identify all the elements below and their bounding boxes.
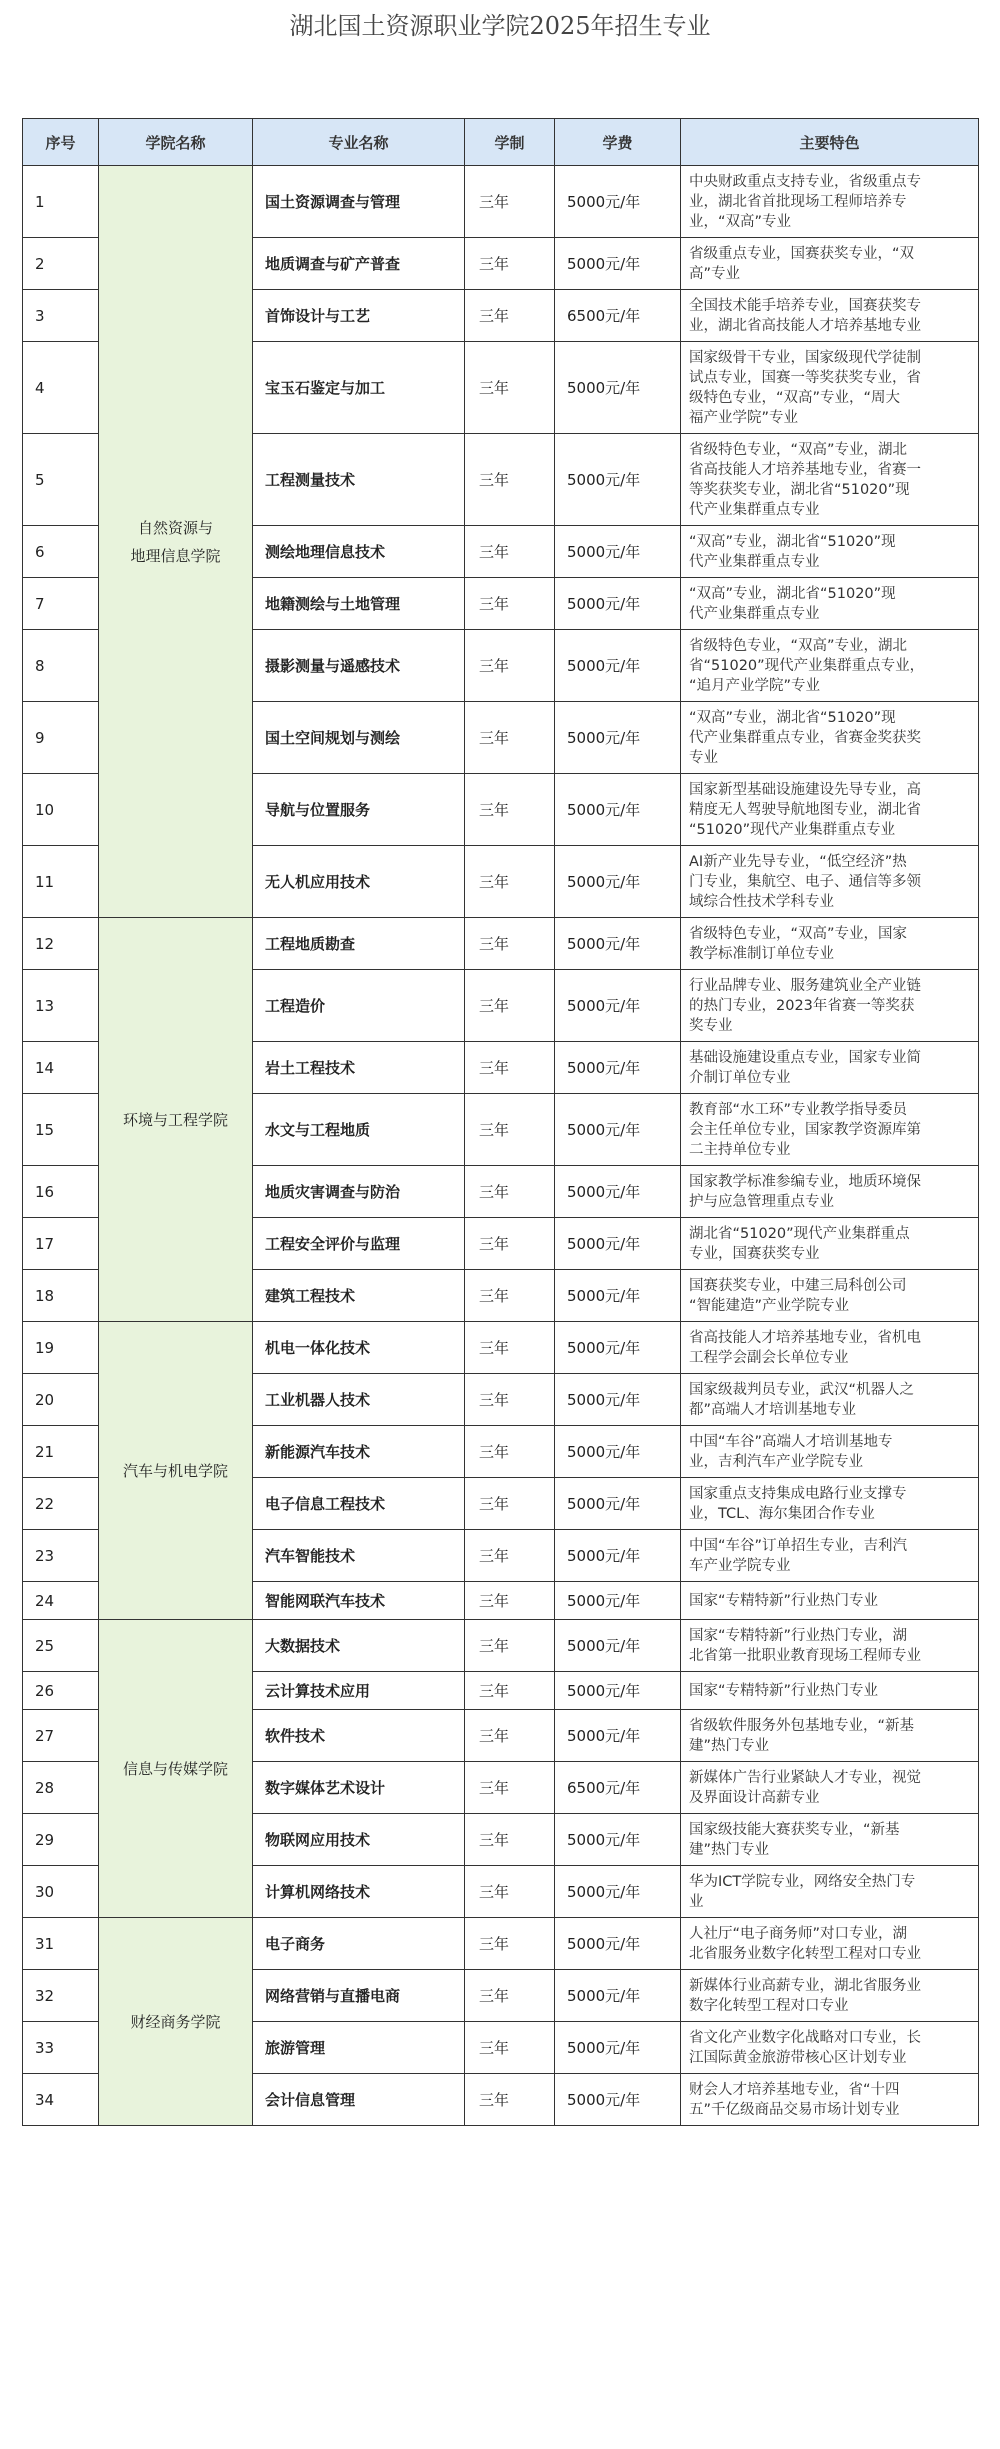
tuition-fee: 5000元/年 (555, 1530, 681, 1582)
table-row (23, 1620, 979, 1672)
tuition-fee: 5000元/年 (555, 1374, 681, 1426)
feature-line: 国家教学标准参编专业，地质环境保 (689, 1173, 921, 1190)
major-name: 国土空间规划与测绘 (253, 702, 465, 774)
tuition-fee: 5000元/年 (555, 1322, 681, 1374)
header-feature: 主要特色 (681, 119, 979, 166)
main-feature (681, 578, 979, 630)
main-feature (681, 1530, 979, 1582)
tuition-fee: 5000元/年 (555, 1918, 681, 1970)
study-years: 三年 (465, 1042, 555, 1094)
row-number: 33 (23, 2022, 99, 2074)
row-number: 8 (23, 630, 99, 702)
feature-line: 人社厅“电子商务师”对口专业，湖 (689, 1925, 908, 1942)
feature-line: 省文化产业数字化战略对口专业，长 (689, 2029, 921, 2046)
tuition-fee: 5000元/年 (555, 630, 681, 702)
study-years: 三年 (465, 526, 555, 578)
feature-line: 国家级技能大赛获奖专业，“新基 (689, 1821, 900, 1838)
study-years: 三年 (465, 578, 555, 630)
row-number: 12 (23, 918, 99, 970)
main-feature (681, 238, 979, 290)
major-name: 新能源汽车技术 (253, 1426, 465, 1478)
row-number: 27 (23, 1710, 99, 1762)
study-years: 三年 (465, 1970, 555, 2022)
main-feature (681, 1710, 979, 1762)
feature-line: 全国技术能手培养专业，国赛获奖专 (689, 297, 921, 314)
table-row (23, 1918, 979, 1970)
feature-line: 省级软件服务外包基地专业，“新基 (689, 1717, 915, 1734)
major-name: 工业机器人技术 (253, 1374, 465, 1426)
table-row (23, 1322, 979, 1374)
main-feature (681, 1672, 979, 1710)
tuition-fee: 5000元/年 (555, 1478, 681, 1530)
row-number: 29 (23, 1814, 99, 1866)
main-feature (681, 2074, 979, 2126)
feature-line: 新媒体行业高薪专业，湖北省服务业 (689, 1977, 921, 1994)
college-name-cell (99, 1918, 253, 2126)
major-name: 国土资源调查与管理 (253, 166, 465, 238)
feature-line: 湖北省“51020”现代产业集群重点 (689, 1225, 910, 1242)
study-years: 三年 (465, 630, 555, 702)
tuition-fee: 5000元/年 (555, 1270, 681, 1322)
row-number: 7 (23, 578, 99, 630)
feature-line: 奖专业 (689, 1017, 733, 1034)
main-feature (681, 1866, 979, 1918)
row-number: 25 (23, 1620, 99, 1672)
table-body (23, 166, 979, 2126)
feature-line: 中国“车谷”高端人才培训基地专 (689, 1433, 893, 1450)
main-feature (681, 166, 979, 238)
feature-line: 护与应急管理重点专业 (689, 1193, 834, 1210)
feature-line: 数字化转型工程对口专业 (689, 1997, 849, 2014)
row-number: 1 (23, 166, 99, 238)
feature-line: 省级特色专业，“双高”专业，国家 (689, 925, 908, 942)
tuition-fee: 5000元/年 (555, 1042, 681, 1094)
college-name-cell (99, 1620, 253, 1918)
feature-line: 工程学会副会长单位专业 (689, 1349, 849, 1366)
tuition-fee: 5000元/年 (555, 1582, 681, 1620)
study-years: 三年 (465, 342, 555, 434)
study-years: 三年 (465, 1866, 555, 1918)
row-number: 17 (23, 1218, 99, 1270)
feature-line: 国家新型基础设施建设先导专业，高 (689, 781, 921, 798)
main-feature (681, 1094, 979, 1166)
major-name: 会计信息管理 (253, 2074, 465, 2126)
feature-line: 行业品牌专业、服务建筑业全产业链 (689, 977, 921, 994)
feature-line: “双高”专业，湖北省“51020”现 (689, 709, 896, 726)
study-years: 三年 (465, 774, 555, 846)
main-feature (681, 342, 979, 434)
feature-line: 江国际黄金旅游带核心区计划专业 (689, 2049, 907, 2066)
tuition-fee: 5000元/年 (555, 2022, 681, 2074)
feature-line: 国家“专精特新”行业热门专业 (689, 1592, 879, 1609)
feature-line: 域综合性技术学科专业 (689, 893, 834, 910)
feature-line: 业，“双高”专业 (689, 213, 792, 230)
row-number: 14 (23, 1042, 99, 1094)
major-name: 大数据技术 (253, 1620, 465, 1672)
major-name: 水文与工程地质 (253, 1094, 465, 1166)
study-years: 三年 (465, 1426, 555, 1478)
row-number: 20 (23, 1374, 99, 1426)
main-feature (681, 846, 979, 918)
major-name: 软件技术 (253, 1710, 465, 1762)
tuition-fee: 6500元/年 (555, 290, 681, 342)
feature-line: 国家级骨干专业，国家级现代学徒制 (689, 349, 921, 366)
main-feature (681, 1918, 979, 1970)
feature-line: 业，湖北省高技能人才培养基地专业 (689, 317, 921, 334)
feature-line: “双高”专业，湖北省“51020”现 (689, 533, 896, 550)
feature-line: 代产业集群重点专业，省赛金奖获奖 (689, 729, 921, 746)
main-feature (681, 630, 979, 702)
row-number: 11 (23, 846, 99, 918)
row-number: 2 (23, 238, 99, 290)
feature-line: 业，TCL、海尔集团合作专业 (689, 1505, 875, 1522)
study-years: 三年 (465, 1530, 555, 1582)
feature-line: 介制订单位专业 (689, 1069, 791, 1086)
major-name: 建筑工程技术 (253, 1270, 465, 1322)
major-name: 宝玉石鉴定与加工 (253, 342, 465, 434)
main-feature (681, 702, 979, 774)
tuition-fee: 5000元/年 (555, 578, 681, 630)
row-number: 15 (23, 1094, 99, 1166)
main-feature (681, 1762, 979, 1814)
tuition-fee: 5000元/年 (555, 1094, 681, 1166)
major-name: 地质调查与矿产普查 (253, 238, 465, 290)
feature-line: 等奖获奖专业，湖北省“51020”现 (689, 481, 910, 498)
feature-line: 教学标准制订单位专业 (689, 945, 834, 962)
feature-line: 专业，国赛获奖专业 (689, 1245, 820, 1262)
main-feature (681, 1270, 979, 1322)
row-number: 21 (23, 1426, 99, 1478)
major-name: 网络营销与直播电商 (253, 1970, 465, 2022)
feature-line: 及界面设计高薪专业 (689, 1789, 820, 1806)
study-years: 三年 (465, 1582, 555, 1620)
study-years: 三年 (465, 1166, 555, 1218)
major-name: 工程地质勘查 (253, 918, 465, 970)
feature-line: 新媒体广告行业紧缺人才专业，视觉 (689, 1769, 921, 1786)
feature-line: 基础设施建设重点专业，国家专业简 (689, 1049, 921, 1066)
college-name-line: 财经商务学院 (130, 2012, 221, 2031)
major-name: 物联网应用技术 (253, 1814, 465, 1866)
row-number: 22 (23, 1478, 99, 1530)
majors-table (22, 118, 979, 2126)
main-feature (681, 1374, 979, 1426)
row-number: 10 (23, 774, 99, 846)
major-name: 数字媒体艺术设计 (253, 1762, 465, 1814)
tuition-fee: 5000元/年 (555, 1814, 681, 1866)
feature-line: 的热门专业，2023年省赛一等奖获 (689, 997, 915, 1014)
tuition-fee: 5000元/年 (555, 166, 681, 238)
study-years: 三年 (465, 1672, 555, 1710)
main-feature (681, 1478, 979, 1530)
tuition-fee: 5000元/年 (555, 1970, 681, 2022)
feature-line: AI新产业先导专业，“低空经济”热 (689, 853, 907, 870)
study-years: 三年 (465, 970, 555, 1042)
tuition-fee: 5000元/年 (555, 2074, 681, 2126)
main-feature (681, 1814, 979, 1866)
feature-line: 代产业集群重点专业 (689, 605, 820, 622)
feature-line: “51020”现代产业集群重点专业 (689, 821, 896, 838)
feature-line: 国家级裁判员专业，武汉“机器人之 (689, 1381, 915, 1398)
feature-line: 代产业集群重点专业 (689, 553, 820, 570)
study-years: 三年 (465, 702, 555, 774)
main-feature (681, 1970, 979, 2022)
main-feature (681, 434, 979, 526)
main-feature (681, 774, 979, 846)
college-name-cell (99, 918, 253, 1322)
main-feature (681, 1620, 979, 1672)
major-name: 机电一体化技术 (253, 1322, 465, 1374)
feature-line: 国家“专精特新”行业热门专业 (689, 1682, 879, 1699)
feature-line: 高”专业 (689, 265, 741, 282)
tuition-fee: 5000元/年 (555, 434, 681, 526)
feature-line: 门专业，集航空、电子、通信等多领 (689, 873, 921, 890)
row-number: 28 (23, 1762, 99, 1814)
college-name-line: 汽车与机电学院 (122, 1461, 228, 1480)
main-feature (681, 2022, 979, 2074)
row-number: 4 (23, 342, 99, 434)
study-years: 三年 (465, 1762, 555, 1814)
college-name-cell (99, 1322, 253, 1620)
tuition-fee: 6500元/年 (555, 1762, 681, 1814)
row-number: 31 (23, 1918, 99, 1970)
major-name: 电子信息工程技术 (253, 1478, 465, 1530)
tuition-fee: 5000元/年 (555, 1426, 681, 1478)
major-name: 无人机应用技术 (253, 846, 465, 918)
row-number: 30 (23, 1866, 99, 1918)
tuition-fee: 5000元/年 (555, 1218, 681, 1270)
page-title: 湖北国土资源职业学院2025年招生专业 (289, 12, 711, 40)
tuition-fee: 5000元/年 (555, 1866, 681, 1918)
study-years: 三年 (465, 1620, 555, 1672)
college-name-line: 自然资源与 (137, 518, 213, 537)
main-feature (681, 1426, 979, 1478)
tuition-fee: 5000元/年 (555, 526, 681, 578)
feature-line: 会主任单位专业，国家教学资源库第 (689, 1121, 921, 1138)
row-number: 18 (23, 1270, 99, 1322)
major-name: 工程安全评价与监理 (253, 1218, 465, 1270)
major-name: 地质灾害调查与防治 (253, 1166, 465, 1218)
feature-line: 教育部“水工环”专业教学指导委员 (689, 1101, 908, 1118)
tuition-fee: 5000元/年 (555, 970, 681, 1042)
feature-line: “双高”专业，湖北省“51020”现 (689, 585, 896, 602)
major-name: 测绘地理信息技术 (253, 526, 465, 578)
feature-line: 代产业集群重点专业 (689, 501, 820, 518)
tuition-fee: 5000元/年 (555, 1166, 681, 1218)
header-major: 专业名称 (253, 119, 465, 166)
study-years: 三年 (465, 1918, 555, 1970)
feature-line: 业，湖北省首批现场工程师培养专 (689, 193, 907, 210)
feature-line: 车产业学院专业 (689, 1557, 791, 1574)
college-name-line: 环境与工程学院 (122, 1110, 228, 1129)
table-row (23, 918, 979, 970)
feature-line: 精度无人驾驶导航地图专业，湖北省 (689, 801, 921, 818)
major-name: 工程造价 (253, 970, 465, 1042)
study-years: 三年 (465, 290, 555, 342)
feature-line: 省级重点专业，国赛获奖专业，“双 (689, 245, 915, 262)
study-years: 三年 (465, 1814, 555, 1866)
feature-line: 省级特色专业，“双高”专业，湖北 (689, 637, 908, 654)
feature-line: 建”热门专业 (689, 1841, 770, 1858)
feature-line: 国家重点支持集成电路行业支撑专 (689, 1485, 907, 1502)
major-name: 摄影测量与遥感技术 (253, 630, 465, 702)
row-number: 13 (23, 970, 99, 1042)
feature-line: 北省服务业数字化转型工程对口专业 (689, 1945, 921, 1962)
feature-line: 华为ICT学院专业，网络安全热门专 (689, 1873, 916, 1890)
tuition-fee: 5000元/年 (555, 774, 681, 846)
study-years: 三年 (465, 434, 555, 526)
study-years: 三年 (465, 1218, 555, 1270)
main-feature (681, 970, 979, 1042)
major-name: 工程测量技术 (253, 434, 465, 526)
feature-line: 二主持单位专业 (689, 1141, 791, 1158)
table-header-row (23, 119, 979, 166)
college-name-cell (99, 166, 253, 918)
feature-line: 国赛获奖专业，中建三局科创公司 (689, 1277, 907, 1294)
feature-line: 省高技能人才培养基地专业，省机电 (689, 1329, 921, 1346)
study-years: 三年 (465, 166, 555, 238)
main-feature (681, 1218, 979, 1270)
feature-line: 国家“专精特新”行业热门专业，湖 (689, 1627, 908, 1644)
study-years: 三年 (465, 2022, 555, 2074)
row-number: 19 (23, 1322, 99, 1374)
row-number: 6 (23, 526, 99, 578)
main-feature (681, 290, 979, 342)
study-years: 三年 (465, 1710, 555, 1762)
college-name-line: 地理信息学院 (130, 546, 221, 565)
study-years: 三年 (465, 1374, 555, 1426)
tuition-fee: 5000元/年 (555, 702, 681, 774)
feature-line: 中央财政重点支持专业，省级重点专 (689, 173, 921, 190)
feature-line: 五”千亿级商品交易市场计划专业 (689, 2101, 900, 2118)
feature-line: 中国“车谷”订单招生专业，吉利汽 (689, 1537, 908, 1554)
main-feature (681, 1322, 979, 1374)
main-feature (681, 526, 979, 578)
table-row (23, 166, 979, 238)
feature-line: 业 (689, 1893, 704, 1910)
row-number: 24 (23, 1582, 99, 1620)
feature-line: 专业 (689, 749, 718, 766)
feature-line: 建”热门专业 (689, 1737, 770, 1754)
main-feature (681, 1042, 979, 1094)
major-name: 云计算技术应用 (253, 1672, 465, 1710)
tuition-fee: 5000元/年 (555, 846, 681, 918)
row-number: 3 (23, 290, 99, 342)
feature-line: 财会人才培养基地专业，省“十四 (689, 2081, 900, 2098)
tuition-fee: 5000元/年 (555, 1672, 681, 1710)
row-number: 16 (23, 1166, 99, 1218)
major-name: 电子商务 (253, 1918, 465, 1970)
main-feature (681, 1582, 979, 1620)
feature-line: “智能建造”产业学院专业 (689, 1297, 850, 1314)
feature-line: 福产业学院”专业 (689, 409, 799, 426)
feature-line: 都”高端人才培训基地专业 (689, 1401, 857, 1418)
study-years: 三年 (465, 238, 555, 290)
study-years: 三年 (465, 2074, 555, 2126)
study-years: 三年 (465, 846, 555, 918)
main-feature (681, 1166, 979, 1218)
major-name: 计算机网络技术 (253, 1866, 465, 1918)
row-number: 9 (23, 702, 99, 774)
tuition-fee: 5000元/年 (555, 238, 681, 290)
feature-line: 级特色专业，“双高”专业，“周大 (689, 389, 901, 406)
major-name: 首饰设计与工艺 (253, 290, 465, 342)
row-number: 32 (23, 1970, 99, 2022)
major-name: 导航与位置服务 (253, 774, 465, 846)
major-name: 智能网联汽车技术 (253, 1582, 465, 1620)
main-feature (681, 918, 979, 970)
feature-line: 业，吉利汽车产业学院专业 (689, 1453, 863, 1470)
feature-line: 北省第一批职业教育现场工程师专业 (689, 1647, 921, 1664)
tuition-fee: 5000元/年 (555, 1620, 681, 1672)
feature-line: 省“51020”现代产业集群重点专业， (689, 657, 925, 674)
header-college: 学院名称 (99, 119, 253, 166)
row-number: 26 (23, 1672, 99, 1710)
feature-line: 省高技能人才培养基地专业，省赛一 (689, 461, 921, 478)
tuition-fee: 5000元/年 (555, 1710, 681, 1762)
tuition-fee: 5000元/年 (555, 918, 681, 970)
header-years: 学制 (465, 119, 555, 166)
study-years: 三年 (465, 1094, 555, 1166)
study-years: 三年 (465, 1270, 555, 1322)
feature-line: 省级特色专业，“双高”专业，湖北 (689, 441, 908, 458)
row-number: 34 (23, 2074, 99, 2126)
feature-line: “追月产业学院”专业 (689, 677, 821, 694)
row-number: 23 (23, 1530, 99, 1582)
major-name: 旅游管理 (253, 2022, 465, 2074)
feature-line: 试点专业，国赛一等奖获奖专业，省 (689, 369, 921, 386)
study-years: 三年 (465, 918, 555, 970)
tuition-fee: 5000元/年 (555, 342, 681, 434)
major-name: 岩土工程技术 (253, 1042, 465, 1094)
study-years: 三年 (465, 1478, 555, 1530)
study-years: 三年 (465, 1322, 555, 1374)
header-no: 序号 (23, 119, 99, 166)
row-number: 5 (23, 434, 99, 526)
major-name: 地籍测绘与土地管理 (253, 578, 465, 630)
college-name-line: 信息与传媒学院 (122, 1759, 228, 1778)
major-name: 汽车智能技术 (253, 1530, 465, 1582)
header-fee: 学费 (555, 119, 681, 166)
